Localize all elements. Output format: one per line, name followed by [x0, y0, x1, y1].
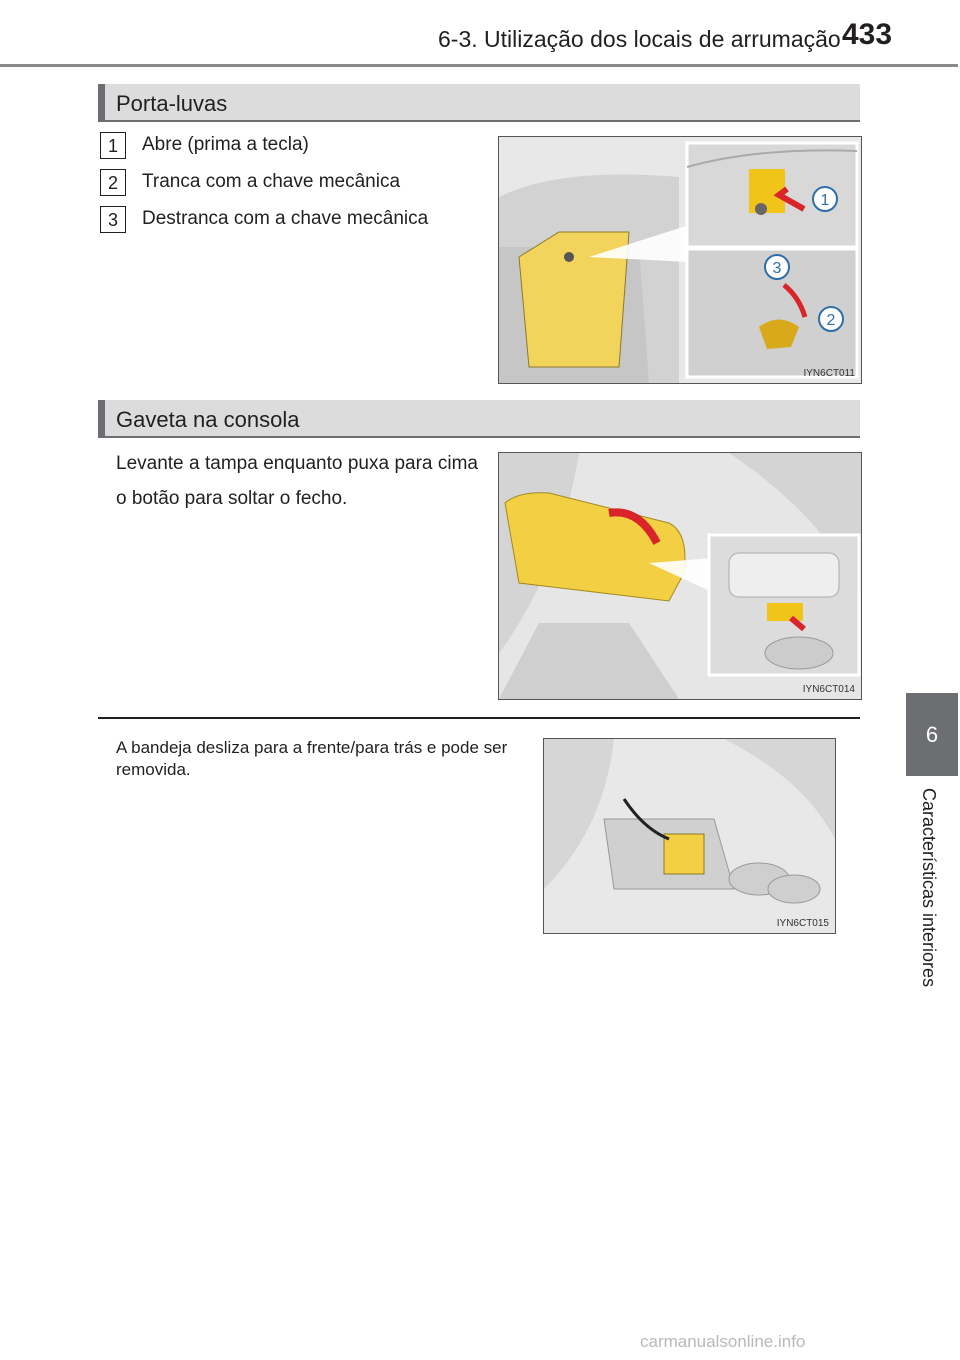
- section-divider: [98, 717, 860, 719]
- item-number-badge: 2: [100, 169, 126, 196]
- chapter-label: [918, 788, 944, 1018]
- callout-1: 1: [820, 192, 830, 209]
- section-heading-glovebox: [98, 84, 860, 122]
- tray-drawing: [544, 739, 835, 933]
- figure-code: IYN6CT011: [803, 368, 855, 379]
- section-heading-console-box: [98, 400, 860, 438]
- item-number-badge: 1: [100, 132, 126, 159]
- figure-code: IYN6CT014: [802, 684, 855, 695]
- watermark: carmanualsonline.info: [640, 1332, 806, 1351]
- item-text-unlock: Destranca com a chave mecânica: [142, 208, 429, 229]
- console-box-drawing: [499, 453, 861, 699]
- figure-code: IYN6CT015: [776, 918, 829, 929]
- header-section-title: 6-3. Utilização dos locais de arrumação: [438, 26, 841, 52]
- callout-3: 3: [772, 260, 782, 277]
- chapter-tab: 6: [906, 693, 958, 776]
- section-heading-text: Porta-luvas: [116, 91, 228, 116]
- tray-illustration: [543, 738, 836, 934]
- page-number: 433: [842, 18, 893, 51]
- item-text-lock: Tranca com a chave mecânica: [142, 171, 401, 192]
- tray-note: A bandeja desliza para a frente/para trás e pode ser removida.: [116, 738, 508, 779]
- glovebox-illustration: [498, 136, 862, 384]
- glovebox-drawing: [499, 137, 861, 383]
- chapter-label-text: Características interiores: [919, 788, 939, 988]
- console-box-illustration: [498, 452, 862, 700]
- item-text-open: Abre (prima a tecla): [142, 134, 309, 155]
- header-rule: [0, 64, 958, 67]
- console-box-instruction: Levante a tampa enquanto puxa para cima o botão para soltar o fecho.: [116, 453, 478, 509]
- item-number-badge: 3: [100, 206, 126, 233]
- callout-2: 2: [826, 312, 836, 329]
- section-heading-text: Gaveta na consola: [116, 407, 300, 432]
